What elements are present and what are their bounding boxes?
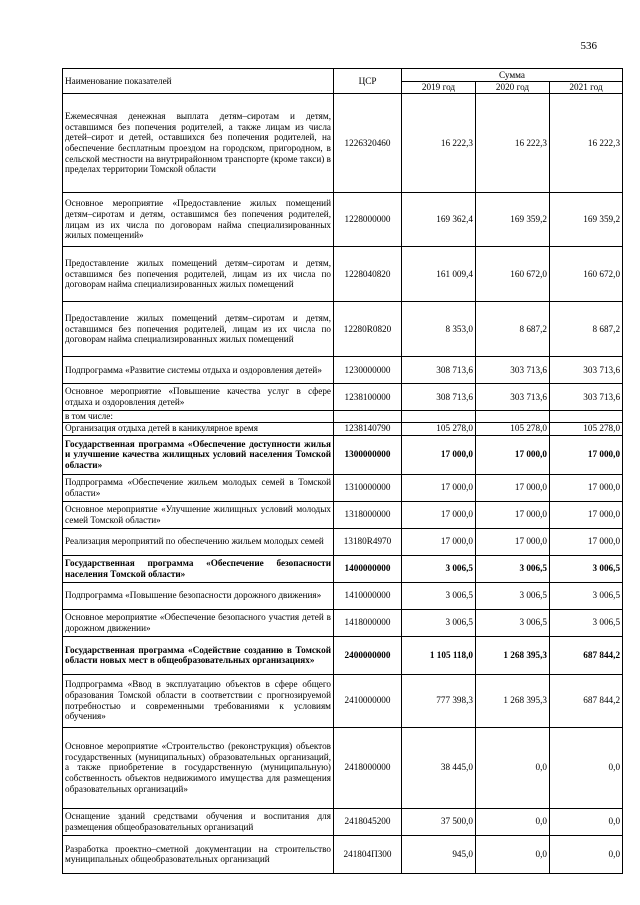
row-value-2019: 17 000,0 [402, 501, 476, 528]
row-value-2019: 3 006,5 [402, 609, 476, 636]
row-name: Подпрограмма «Обеспечение жильем молодых семей в Томской области» [63, 474, 334, 501]
budget-table [62, 68, 623, 874]
row-code: 1400000000 [334, 555, 402, 582]
row-value-2019: 308 713,6 [402, 384, 476, 411]
row-value-2019: 161 009,4 [402, 247, 476, 302]
table-body [63, 94, 623, 874]
row-value-2019: 17 000,0 [402, 435, 476, 474]
row-name: Ежемесячная денежная выплата детям–сиротам и детям, оставшимся без попечения родителей, а также лицам из числа детей–сирот и детей, оставшихся без попечения родителей, на обеспечение бесплатным проездом на городском, пригородном, в сельской местности на внутрирайонном транспорте (кроме такси) в пределах территории Томской области [63, 94, 334, 193]
row-value-2021: 687 844,2 [550, 674, 623, 727]
row-name: Подпрограмма «Ввод в эксплуатацию объектов в сфере общего образования Томской области в соответствии с прогнозируемой потребностью и современными требованиями к условиям обучения» [63, 674, 334, 727]
row-value-2019: 945,0 [402, 835, 476, 873]
table-row [63, 422, 623, 435]
row-value-2020: 3 006,5 [476, 582, 550, 609]
row-name: Основное мероприятие «Улучшение жилищных условий молодых семей Томской области» [63, 501, 334, 528]
row-value-2019: 308 713,6 [402, 357, 476, 384]
row-code: 1228040820 [334, 247, 402, 302]
row-value-2019: 16 222,3 [402, 94, 476, 193]
row-value-2020: 16 222,3 [476, 94, 550, 193]
row-code: 241804П300 [334, 835, 402, 873]
row-code: 1238140790 [334, 422, 402, 435]
row-code: 1310000000 [334, 474, 402, 501]
row-value-2021: 169 359,2 [550, 193, 623, 247]
row-code: 12280R0820 [334, 302, 402, 357]
row-value-2020: 160 672,0 [476, 247, 550, 302]
row-name: Организация отдыха детей в каникулярное время [63, 422, 334, 435]
row-value-2020 [476, 411, 550, 423]
row-code [334, 411, 402, 423]
row-value-2021: 17 000,0 [550, 528, 623, 555]
row-value-2019: 8 353,0 [402, 302, 476, 357]
row-name: Подпрограмма «Повышение безопасности дорожного движения» [63, 582, 334, 609]
row-value-2019: 17 000,0 [402, 474, 476, 501]
table-row [63, 193, 623, 247]
row-value-2021: 3 006,5 [550, 609, 623, 636]
row-value-2020: 303 713,6 [476, 357, 550, 384]
row-value-2020: 303 713,6 [476, 384, 550, 411]
row-value-2020: 0,0 [476, 727, 550, 808]
row-value-2021: 8 687,2 [550, 302, 623, 357]
row-value-2019: 17 000,0 [402, 528, 476, 555]
row-value-2019: 1 105 118,0 [402, 636, 476, 674]
row-code: 1300000000 [334, 435, 402, 474]
row-value-2019: 38 445,0 [402, 727, 476, 808]
table-row [63, 636, 623, 674]
row-value-2020: 105 278,0 [476, 422, 550, 435]
row-value-2020: 8 687,2 [476, 302, 550, 357]
row-name: Государственная программа «Обеспечение безопасности населения Томской области» [63, 555, 334, 582]
row-name: Реализация мероприятий по обеспечению жильем молодых семей [63, 528, 334, 555]
table-row [63, 555, 623, 582]
row-code: 2418045200 [334, 808, 402, 835]
row-value-2021: 0,0 [550, 835, 623, 873]
row-value-2019: 105 278,0 [402, 422, 476, 435]
row-value-2021: 0,0 [550, 808, 623, 835]
table-row [63, 727, 623, 808]
row-code: 1230000000 [334, 357, 402, 384]
table-row [63, 835, 623, 873]
row-value-2019 [402, 411, 476, 423]
row-name: Основное мероприятие «Повышение качества услуг в сфере отдыха и оздоровления детей» [63, 384, 334, 411]
row-code: 1228000000 [334, 193, 402, 247]
row-value-2021: 303 713,6 [550, 357, 623, 384]
row-value-2019: 37 500,0 [402, 808, 476, 835]
page-number: 536 [580, 40, 597, 52]
row-value-2020: 3 006,5 [476, 609, 550, 636]
row-code: 2410000000 [334, 674, 402, 727]
table-row [63, 435, 623, 474]
row-value-2020: 0,0 [476, 835, 550, 873]
table-row [63, 94, 623, 193]
row-value-2021 [550, 411, 623, 423]
row-name: Государственная программа «Содействие созданию в Томской области новых мест в общеобразовательных организациях» [63, 636, 334, 674]
table-row [63, 528, 623, 555]
table-row [63, 674, 623, 727]
row-value-2020: 1 268 395,3 [476, 674, 550, 727]
row-value-2019: 3 006,5 [402, 582, 476, 609]
table-row [63, 384, 623, 411]
row-value-2021: 17 000,0 [550, 474, 623, 501]
row-value-2020: 17 000,0 [476, 528, 550, 555]
row-value-2021: 105 278,0 [550, 422, 623, 435]
table-row [63, 808, 623, 835]
header-year-2020: 2020 год [476, 82, 550, 94]
row-code: 13180R4970 [334, 528, 402, 555]
row-value-2021: 3 006,5 [550, 555, 623, 582]
row-name: Разработка проектно–сметной документации на строительство муниципальных общеобразовательных организаций [63, 835, 334, 873]
row-code: 2400000000 [334, 636, 402, 674]
row-value-2020: 3 006,5 [476, 555, 550, 582]
table-row [63, 247, 623, 302]
row-value-2021: 303 713,6 [550, 384, 623, 411]
table-row [63, 474, 623, 501]
row-value-2021: 17 000,0 [550, 435, 623, 474]
row-value-2020: 17 000,0 [476, 435, 550, 474]
row-name: Государственная программа «Обеспечение доступности жилья и улучшение качества жилищных условий населения Томской области» [63, 435, 334, 474]
table-row [63, 501, 623, 528]
row-value-2020: 0,0 [476, 808, 550, 835]
row-code: 1226320460 [334, 94, 402, 193]
table-row [63, 582, 623, 609]
row-value-2020: 17 000,0 [476, 474, 550, 501]
row-value-2021: 17 000,0 [550, 501, 623, 528]
row-code: 1410000000 [334, 582, 402, 609]
row-value-2020: 17 000,0 [476, 501, 550, 528]
row-value-2021: 160 672,0 [550, 247, 623, 302]
row-code: 1418000000 [334, 609, 402, 636]
row-value-2020: 169 359,2 [476, 193, 550, 247]
table-row [63, 302, 623, 357]
row-name: Основное мероприятие «Предоставление жилых помещений детям–сиротам и детям, оставшимся без попечения родителей, лицам из их числа по договорам найма специализированных жилых помещений» [63, 193, 334, 247]
row-value-2021: 0,0 [550, 727, 623, 808]
row-name: Подпрограмма «Развитие системы отдыха и оздоровления детей» [63, 357, 334, 384]
row-name: в том числе: [63, 411, 334, 423]
row-value-2019: 169 362,4 [402, 193, 476, 247]
row-value-2019: 3 006,5 [402, 555, 476, 582]
header-name: Наименование показателей [63, 69, 334, 94]
row-code: 1318000000 [334, 501, 402, 528]
header-year-2021: 2021 год [550, 82, 623, 94]
table-header [63, 69, 623, 94]
row-code: 2418000000 [334, 727, 402, 808]
header-year-2019: 2019 год [402, 82, 476, 94]
row-name: Предоставление жилых помещений детям–сиротам и детям, оставшимся без попечения родителей, лицам из их числа по договорам найма специализированных жилых помещений [63, 247, 334, 302]
header-code: ЦСР [334, 69, 402, 94]
table-row [63, 357, 623, 384]
row-name: Основное мероприятие «Строительство (реконструкция) объектов государственных (муниципальных) образовательных организаций, а также приобретение в государственную (муниципальную) собственность объектов недвижимого имущества для размещения образовательных организаций» [63, 727, 334, 808]
row-name: Предоставление жилых помещений детям–сиротам и детям, оставшимся без попечения родителей, лицам из их числа по договорам найма специализированных жилых помещений [63, 302, 334, 357]
table-row [63, 609, 623, 636]
row-name: Основное мероприятие «Обеспечение безопасного участия детей в дорожном движении» [63, 609, 334, 636]
row-value-2020: 1 268 395,3 [476, 636, 550, 674]
row-value-2021: 3 006,5 [550, 582, 623, 609]
header-sum: Сумма [402, 69, 623, 82]
table-row [63, 411, 623, 423]
row-value-2019: 777 398,3 [402, 674, 476, 727]
row-value-2021: 16 222,3 [550, 94, 623, 193]
row-name: Оснащение зданий средствами обучения и воспитания для размещения общеобразовательных организаций [63, 808, 334, 835]
row-value-2021: 687 844,2 [550, 636, 623, 674]
row-code: 1238100000 [334, 384, 402, 411]
